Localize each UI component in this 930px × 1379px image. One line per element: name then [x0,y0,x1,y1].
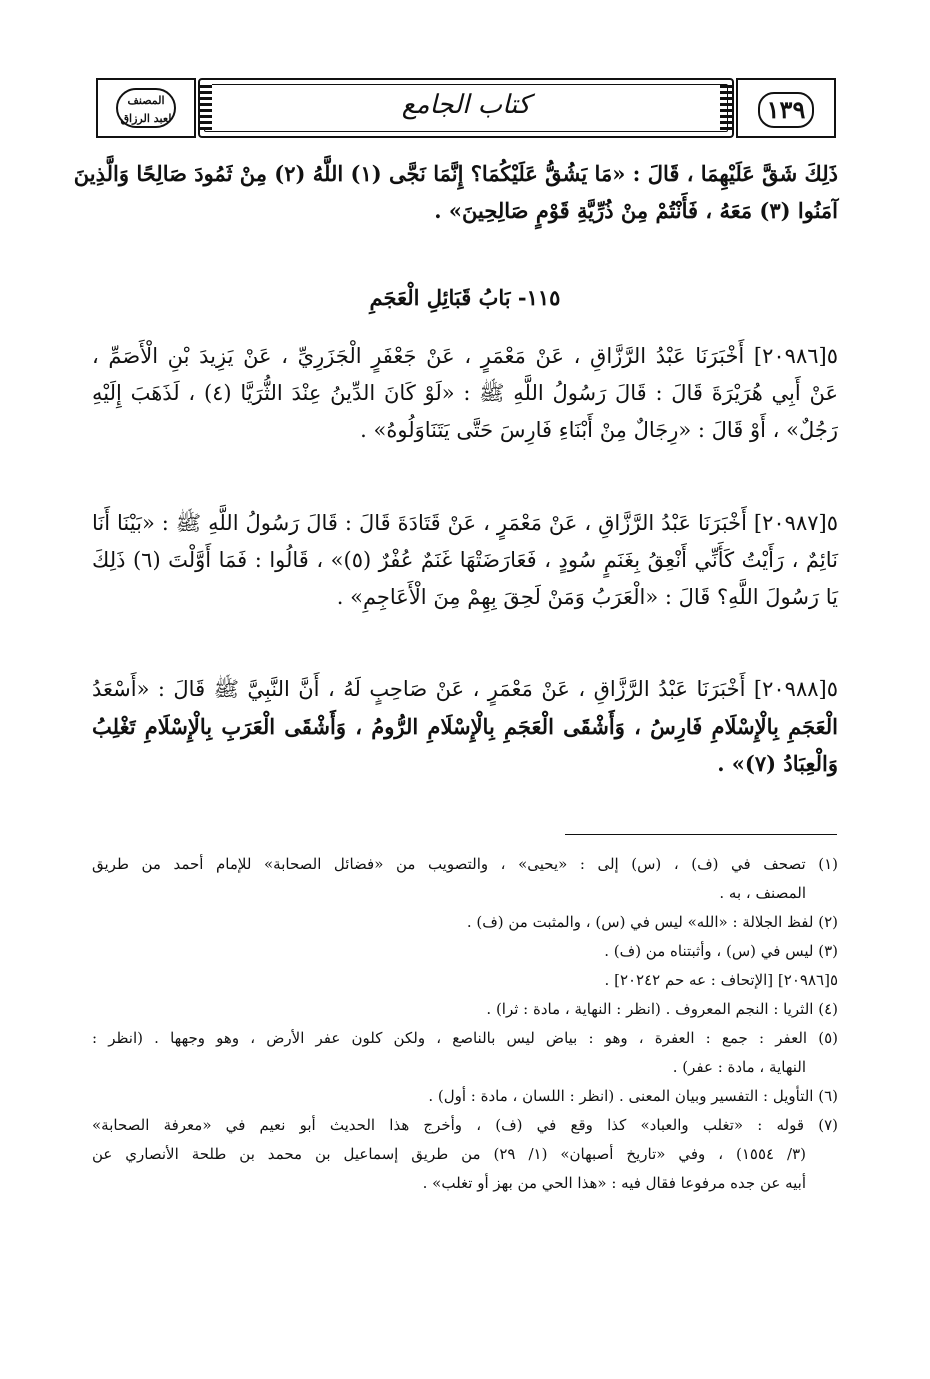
book-title: كتاب الجامع [401,90,531,120]
logo-text-line1: المصنف [127,94,165,107]
title-frame [198,78,734,138]
footnote-line: (٢) لفظ الجلالة : «الله» ليس في (س) ، والمثبت من (ف) . [466,913,838,931]
footnote-divider [565,834,837,835]
hadith-line: عَنْ أَبِي هُرَيْرَةَ قَالَ : قَالَ رَسُولُ اللَّهِ ﷺ : «لَوْ كَانَ الدِّينُ عِنْدَ الثُّرَيَّا (٤) ، لَذَهَبَ إِلَيْهِ [92,381,838,405]
footnote-line: (٦) التأويل : التفسير وبيان المعنى . (انظر : اللسان ، مادة : أول) . [428,1087,838,1105]
footnote-line: ٥[٢٠٩٨٦] [الإتحاف : عه حم ٢٠٢٤٢] . [604,971,838,989]
logo-box [96,78,196,138]
footnote-line: (٣) ليس في (س) ، وأثبتناه من (ف) . [604,942,838,960]
hadith-line: رَجُلٌ» ، أَوْ قَالَ : «رِجَالٌ مِنْ أَبْنَاءِ فَارِسَ حَتَّى يَتَنَاوَلُوهُ» . [360,418,838,442]
hadith-line: ٥[٢٠٩٨٧] أَخْبَرَنَا عَبْدُ الرَّزَّاقِ ، عَنْ مَعْمَرٍ ، عَنْ قَتَادَةَ قَالَ : قَالَ رَسُولُ اللَّهِ ﷺ : «بَيْنَا أَنَا [92,511,838,535]
hadith-line: يَا رَسُولَ اللَّهِ؟ قَالَ : «الْعَرَبُ وَمَنْ لَحِقَ بِهِمْ مِنَ الْأَعَاجِمِ» . [336,585,838,609]
intro-line: ذَلِكَ شَقَّ عَلَيْهِمَا ، قَالَ : «مَا يَشُقُّ عَلَيْكُمَا؟ إِنَّمَا نَجَّى (١) اللَّهُ (٢) مِنْ ثَمُودَ صَالِحًا وَالَّذِينَ [73,161,838,186]
book-seal-logo [116,88,176,128]
footnote-line: (٧) قوله : «تغلب والعباد» كذا وقع في (ف) ، وأخرج هذا الحديث أبو نعيم في «معرفة الصحابة» [92,1116,838,1134]
hadith-20986 [92,338,838,449]
chapter-title: ١١٥- بَابُ قَبَائِلِ الْعَجَمِ [369,285,561,310]
hadith-20988 [92,671,838,782]
hadith-20987 [92,505,838,616]
hadith-line: ٥[٢٠٩٨٦] أَخْبَرَنَا عَبْدُ الرَّزَّاقِ ، عَنْ مَعْمَرٍ ، عَنْ جَعْفَرٍ الْجَزَرِيِّ ، عَنْ يَزِيدَ بْنِ الْأَصَمِّ ، [92,344,838,368]
footnote-line: المصنف ، به . [719,884,806,902]
hadith-line: ٥[٢٠٩٨٨] أَخْبَرَنَا عَبْدُ الرَّزَّاقِ ، عَنْ مَعْمَرٍ ، عَنْ صَاحِبٍ لَهُ ، أَنَّ النَّبِيَّ ﷺ قَالَ : «أَسْعَدُ [92,677,838,701]
footnote-line: (٤) الثريا : النجم المعروف . (انظر : النهاية ، مادة : ثرا) . [486,1000,838,1018]
page-header [96,78,836,140]
footnote-line: أبيه عن جده مرفوعا فقال فيه : «هذا الحي من بهز أو تغلب» . [422,1174,806,1192]
footnote-line: (١) تصحف في (ف) ، (س) إلى : «يحيى» ، والتصويب من «فضائل الصحابة» للإمام أحمد من طريق [92,855,838,873]
hadith-line: الْعَجَمِ بِالْإِسْلَامِ فَارِسُ ، وَأَشْقَى الْعَجَمِ بِالْإِسْلَامِ الرُّومُ ، وَأَشْقَى الْعَرَبِ بِالْإِسْلَامِ تَغْلِبُ [92,714,838,739]
hadith-line: نَائِمٌ ، رَأَيْتُ كَأَنِّي أَنْعِقُ بِغَنَمٍ سُودٍ ، فَعَارَضَتْهَا غَنَمٌ عُفْرٌ (٥)» ، قَالُوا : فَمَا أَوَّلْتَ (٦) ذَلِكَ [92,548,838,572]
hadith-line: وَالْعِبَادُ (٧)» . [717,751,838,776]
logo-text-line2: لعبد الرزاق [120,112,172,125]
footnote-line: (٥) العفر : جمع : العفرة ، وهو : بياض ليس بالناصع ، ولكن كلون عفر الأرض ، وهو وجهها . (انظر : [92,1029,838,1047]
page-number-box [736,78,836,138]
footnote-line: (٣/ ١٥٥٤) ، وفي «تاريخ أصبهان» (١/ ٢٩) من طريق إسماعيل بن محمد بن طلحة الأنصاري عن [92,1145,807,1163]
intro-paragraph [73,155,838,229]
page-number: ١٣٩ [758,92,814,128]
ornament-left [200,84,212,130]
intro-line: آمَنُوا (٣) مَعَهُ ، فَأَنْتُمْ مِنْ ذُرِّيَّةِ قَوْمٍ صَالِحِينَ» . [434,198,838,223]
footnote-line: النهاية ، مادة : عفر) . [672,1058,806,1076]
footnotes [92,850,838,1198]
